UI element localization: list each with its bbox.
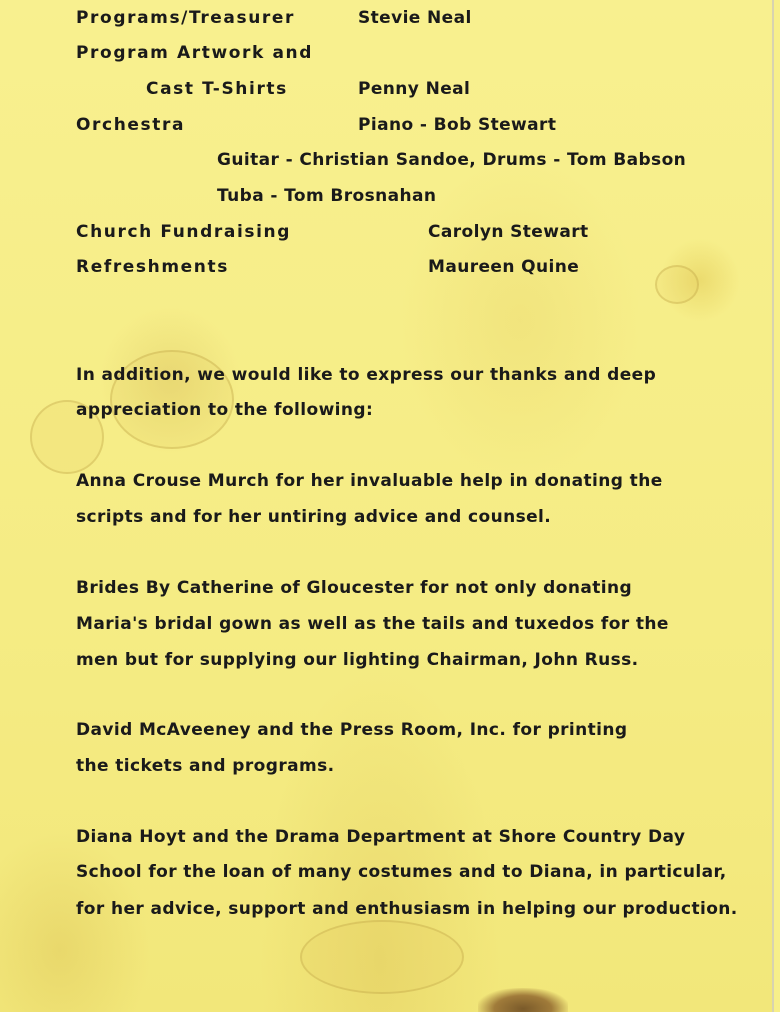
thanks-intro-line: appreciation to the following: bbox=[76, 400, 374, 420]
acknowledgement-line: Brides By Catherine of Gloucester for not only donating bbox=[76, 578, 633, 598]
water-stain bbox=[655, 265, 699, 304]
acknowledgement-line: Diana Hoyt and the Drama Department at Shore Country Day bbox=[76, 827, 686, 847]
credit-name: Carolyn Stewart bbox=[428, 222, 589, 242]
credit-role: Church Fundraising bbox=[76, 222, 292, 242]
acknowledgement-line: the tickets and programs. bbox=[76, 756, 335, 776]
scan-margin bbox=[0, 1012, 780, 1024]
credit-name: Piano - Bob Stewart bbox=[358, 115, 557, 135]
credit-name: Maureen Quine bbox=[428, 257, 580, 277]
acknowledgement-line: scripts and for her untiring advice and counsel. bbox=[76, 507, 552, 527]
acknowledgement-line: School for the loan of many costumes and to Diana, in particular, bbox=[76, 862, 727, 882]
credit-role: Refreshments bbox=[76, 257, 229, 277]
credit-role: Program Artwork and bbox=[76, 43, 313, 63]
credit-role-continued: Cast T-Shirts bbox=[146, 79, 288, 99]
credit-name: Penny Neal bbox=[358, 79, 471, 99]
acknowledgement-line: David McAveeney and the Press Room, Inc. for printing bbox=[76, 720, 628, 740]
credit-name: Stevie Neal bbox=[358, 8, 472, 28]
acknowledgement-line: for her advice, support and enthusiasm in helping our production. bbox=[76, 899, 738, 919]
acknowledgement-line: Anna Crouse Murch for her invaluable help in donating the bbox=[76, 471, 663, 491]
orchestra-line: Guitar - Christian Sandoe, Drums - Tom Babson bbox=[217, 150, 687, 170]
coffee-stain bbox=[478, 988, 568, 1014]
acknowledgement-line: men but for supplying our lighting Chairman, John Russ. bbox=[76, 650, 639, 670]
water-stain bbox=[300, 920, 464, 994]
orchestra-line: Tuba - Tom Brosnahan bbox=[217, 186, 437, 206]
thanks-intro-line: In addition, we would like to express our thanks and deep bbox=[76, 365, 657, 385]
acknowledgement-line: Maria's bridal gown as well as the tails and tuxedos for the bbox=[76, 614, 669, 634]
credit-role: Orchestra bbox=[76, 115, 186, 135]
credit-role: Programs/Treasurer bbox=[76, 8, 296, 28]
